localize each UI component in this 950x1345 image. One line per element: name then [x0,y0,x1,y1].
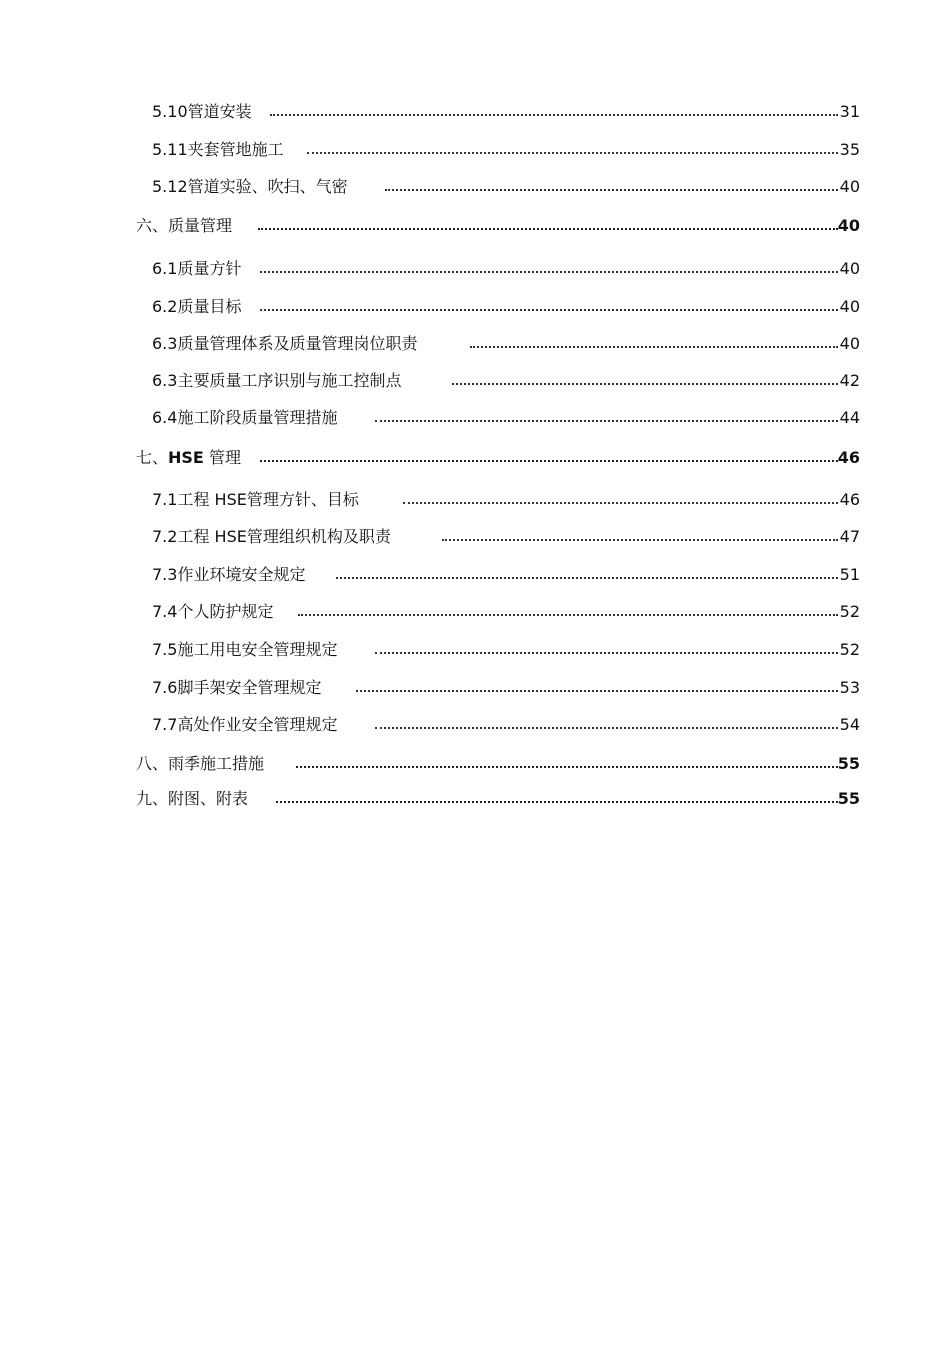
toc-leader-dots [336,577,838,579]
toc-page-number: 55 [837,789,860,808]
toc-entry-label: 7.6脚手架安全管理规定 [152,678,322,697]
toc-leader-dots [276,801,838,803]
toc-chapter-entry[interactable] [0,447,950,471]
toc-entry[interactable] [0,370,950,394]
toc-entry-label: 7.4个人防护规定 [152,602,274,621]
toc-page-number: 55 [837,754,860,773]
toc-leader-dots [307,152,838,154]
toc-page-number: 46 [839,490,860,509]
toc-chapter-label: 七、HSE 管理 [136,448,241,467]
toc-leader-dots [375,727,838,729]
toc-leader-dots [385,189,838,191]
toc-entry[interactable] [0,176,950,200]
toc-entry[interactable] [0,333,950,357]
toc-leader-dots [452,383,838,385]
toc-page-number: 40 [839,297,860,316]
toc-page-number: 52 [839,640,860,659]
toc-entry-label: 6.4施工阶段质量管理措施 [152,408,338,427]
toc-entry[interactable] [0,526,950,550]
toc-page-number: 40 [839,259,860,278]
toc-leader-dots [270,114,838,116]
toc-page-number: 35 [839,140,860,159]
toc-page-number: 44 [839,408,860,427]
toc-page-number: 52 [839,602,860,621]
toc-entry[interactable] [0,564,950,588]
toc-page-number: 31 [839,102,860,121]
toc-leader-dots [260,271,838,273]
toc-entry[interactable] [0,639,950,663]
toc-page-number: 54 [839,715,860,734]
toc-entry[interactable] [0,258,950,282]
toc-page-number: 51 [839,565,860,584]
toc-page-number: 42 [839,371,860,390]
toc-leader-dots [442,539,838,541]
toc-leader-dots [375,652,838,654]
toc-entry[interactable] [0,407,950,431]
toc-leader-dots [356,690,838,692]
toc-entry-label: 7.5施工用电安全管理规定 [152,640,338,659]
toc-entry-label: 6.2质量目标 [152,297,242,316]
toc-leader-dots [258,228,838,230]
toc-chapter-label: 八、雨季施工措施 [136,754,265,773]
toc-entry[interactable] [0,489,950,513]
toc-entry[interactable] [0,101,950,125]
toc-entry-label: 5.12管道实验、吹扫、气密 [152,177,348,196]
toc-entry[interactable] [0,296,950,320]
toc-entry-label: 5.11夹套管地施工 [152,140,284,159]
toc-page-number: 40 [839,177,860,196]
toc-entry-label: 6.3主要质量工序识别与施工控制点 [152,371,402,390]
toc-entry-label: 6.1质量方针 [152,259,242,278]
toc-leader-dots [298,614,838,616]
toc-entry[interactable] [0,677,950,701]
toc-entry[interactable] [0,139,950,163]
toc-entry[interactable] [0,601,950,625]
toc-leader-dots [403,502,838,504]
toc-leader-dots [260,460,838,462]
toc-page-number: 40 [837,216,860,235]
toc-page-number: 53 [839,678,860,697]
toc-entry[interactable] [0,714,950,738]
toc-entry-label: 7.2工程 HSE管理组织机构及职责 [152,527,391,546]
toc-entry-label: 7.3作业环境安全规定 [152,565,306,584]
toc-leader-dots [260,309,838,311]
toc-entry-label: 5.10管道安装 [152,102,252,121]
toc-leader-dots [296,766,838,768]
toc-page-number: 40 [839,334,860,353]
toc-page-number: 46 [837,448,860,467]
toc-chapter-label: 六、质量管理 [136,216,233,235]
toc-entry-label: 7.7高处作业安全管理规定 [152,715,338,734]
toc-chapter-label: 九、附图、附表 [136,789,249,808]
toc-leader-dots [375,420,838,422]
toc-entry-label: 6.3质量管理体系及质量管理岗位职责 [152,334,418,353]
toc-chapter-entry[interactable] [0,788,950,812]
toc-entry-label: 7.1工程 HSE管理方针、目标 [152,490,359,509]
toc-chapter-entry[interactable] [0,215,950,239]
toc-page-number: 47 [839,527,860,546]
toc-leader-dots [470,346,838,348]
toc-chapter-entry[interactable] [0,753,950,777]
